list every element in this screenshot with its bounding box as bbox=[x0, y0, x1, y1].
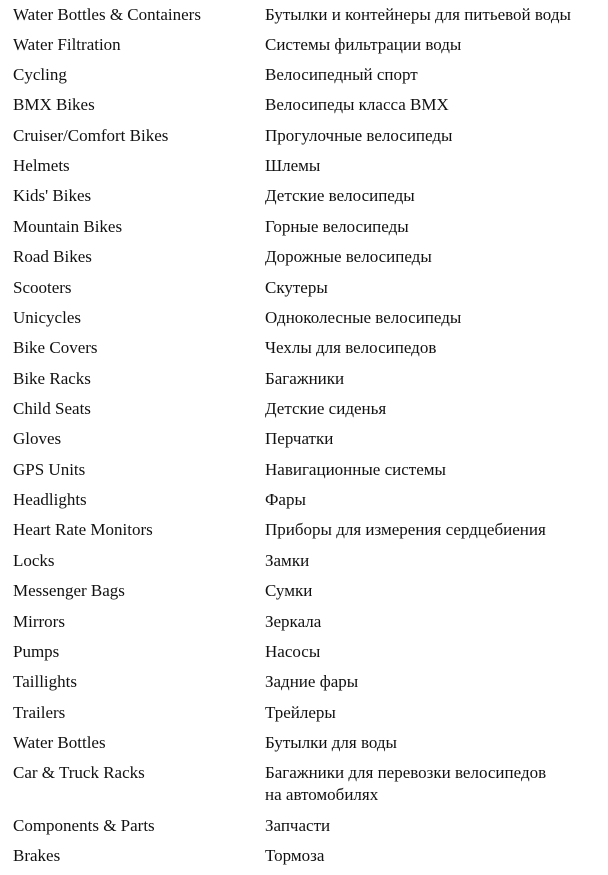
english-term: Mountain Bikes bbox=[13, 217, 123, 236]
english-term: Pumps bbox=[13, 642, 60, 661]
russian-term: Детские сиденья bbox=[265, 399, 387, 418]
russian-term: Шлемы bbox=[265, 156, 321, 175]
english-term: GPS Units bbox=[13, 460, 86, 479]
english-term: Child Seats bbox=[13, 399, 91, 418]
russian-term: Тормоза bbox=[265, 846, 325, 865]
english-term: Water Filtration bbox=[13, 35, 121, 54]
english-term: Cruiser/Comfort Bikes bbox=[13, 126, 169, 145]
english-term: Gloves bbox=[13, 429, 62, 448]
russian-term: Одноколесные велосипеды bbox=[265, 308, 462, 327]
english-term: Heart Rate Monitors bbox=[13, 520, 153, 539]
russian-term: Бутылки и контейнеры для питьевой воды bbox=[265, 5, 571, 24]
english-term: Locks bbox=[13, 551, 55, 570]
russian-term: Системы фильтрации воды bbox=[265, 35, 462, 54]
russian-term: Сумки bbox=[265, 581, 313, 600]
russian-term: Задние фары bbox=[265, 672, 359, 691]
russian-term: Велосипеды класса BMX bbox=[265, 95, 449, 114]
english-term: BMX Bikes bbox=[13, 95, 95, 114]
russian-term-line-1: Багажники для перевозки велосипедов bbox=[265, 763, 547, 782]
english-term: Mirrors bbox=[13, 612, 65, 631]
english-term: Taillights bbox=[13, 672, 77, 691]
english-term: Water Bottles bbox=[13, 733, 106, 752]
russian-term: Приборы для измерения сердцебиения bbox=[265, 520, 546, 539]
english-term: Trailers bbox=[13, 703, 66, 722]
russian-term: Перчатки bbox=[265, 429, 334, 448]
english-term: Messenger Bags bbox=[13, 581, 125, 600]
russian-term: Багажники bbox=[265, 369, 345, 388]
russian-term: Дорожные велосипеды bbox=[265, 247, 432, 266]
english-term: Water Bottles & Containers bbox=[13, 5, 201, 24]
russian-term: Детские велосипеды bbox=[265, 186, 415, 205]
english-term: Unicycles bbox=[13, 308, 81, 327]
russian-term: Велосипедный спорт bbox=[265, 65, 418, 84]
russian-term: Зеркала bbox=[265, 612, 322, 631]
english-term: Brakes bbox=[13, 846, 61, 865]
russian-term: Навигационные системы bbox=[265, 460, 446, 479]
english-term: Headlights bbox=[13, 490, 87, 509]
english-term: Helmets bbox=[13, 156, 70, 175]
russian-term: Фары bbox=[265, 490, 306, 509]
russian-term: Скутеры bbox=[265, 278, 328, 297]
russian-term: Горные велосипеды bbox=[265, 217, 409, 236]
russian-term: Запчасти bbox=[265, 816, 331, 835]
russian-term: Прогулочные велосипеды bbox=[265, 126, 453, 145]
english-term: Kids' Bikes bbox=[13, 186, 92, 205]
english-term: Road Bikes bbox=[13, 247, 92, 266]
russian-term: Бутылки для воды bbox=[265, 733, 397, 752]
english-term: Cycling bbox=[13, 65, 67, 84]
english-term: Scooters bbox=[13, 278, 72, 297]
russian-term bbox=[265, 762, 600, 806]
russian-term: Чехлы для велосипедов bbox=[265, 338, 437, 357]
russian-term: Трейлеры bbox=[265, 703, 336, 722]
russian-term-line-2: на автомобилях bbox=[265, 785, 379, 804]
english-term: Car & Truck Racks bbox=[13, 763, 145, 782]
english-term: Components & Parts bbox=[13, 816, 155, 835]
russian-term: Насосы bbox=[265, 642, 321, 661]
english-term: Bike Covers bbox=[13, 338, 98, 357]
russian-term: Замки bbox=[265, 551, 310, 570]
english-term: Bike Racks bbox=[13, 369, 91, 388]
